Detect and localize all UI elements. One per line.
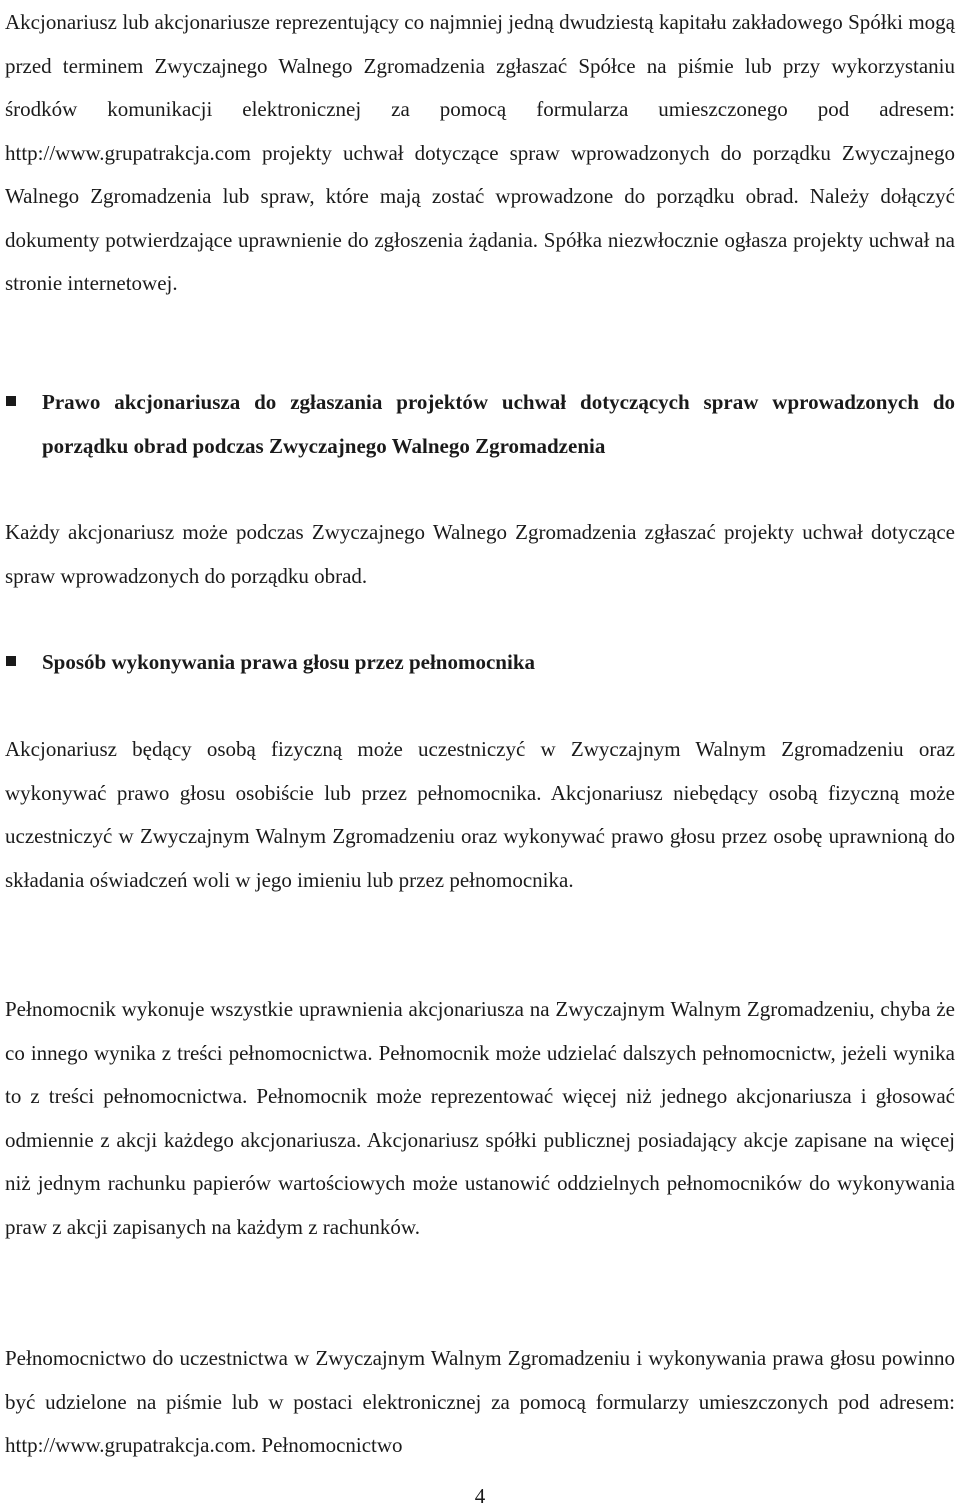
square-bullet-icon	[6, 396, 16, 406]
paragraph-power-of-attorney: Pełnomocnictwo do uczestnictwa w Zwyczajnym Walnym Zgromadzeniu i wykonywania prawa głosu powinno być udzielone na piśmie lub w postaci elektronicznej za pomocą formularzy umieszczonych pod adresem: http://www.grupatrakcja.com. Pełnomocnictwo	[5, 1346, 955, 1457]
paragraph-during-meeting: Każdy akcjonariusz może podczas Zwyczajnego Walnego Zgromadzenia zgłaszać projekty uchwał dotyczące spraw wprowadzonych do porządku obrad.	[5, 520, 955, 588]
square-bullet-icon	[6, 656, 16, 666]
section-heading-text: Prawo akcjonariusza do zgłaszania projektów uchwał dotyczących spraw wprowadzonych do porządku obrad podczas Zwyczajnego Walnego Zgromadzenia	[42, 390, 955, 458]
page-number: 4	[474, 1484, 486, 1508]
paragraph-shareholder-proposals: Akcjonariusz lub akcjonariusze reprezentujący co najmniej jedną dwudziestą kapitału zakładowego Spółki mogą przed terminem Zwyczajnego Walnego Zgromadzenia zgłaszać Spółce na piśmie lub przy wykorzystaniu środków komunikacji elektronicznej za pomocą formularza umieszczonego pod adresem: http://www.grupatrakcja.com projekty uchwał dotyczące spraw wprowadzonych do porządku Zwyczajnego Walnego Zgromadzenia lub spraw, które mają zostać wprowadzone do porządku obrad. Należy dołączyć dokumenty potwierdzające uprawnienie do zgłoszenia żądania. Spółka niezwłocznie ogłasza projekty uchwał na stronie internetowej.	[5, 10, 955, 295]
paragraph-natural-person: Akcjonariusz będący osobą fizyczną może uczestniczyć w Zwyczajnym Walnym Zgromadzeniu oraz wykonywać prawo głosu osobiście lub przez pełnomocnika. Akcjonariusz niebędący osobą fizyczną może uczestniczyć w Zwyczajnym Walnym Zgromadzeniu oraz wykonywać prawo głosu przez osobę uprawnioną do składania oświadczeń woli w jego imieniu lub przez pełnomocnika.	[5, 737, 955, 892]
section-heading-text: Sposób wykonywania prawa głosu przez pełnomocnika	[42, 650, 535, 674]
section-heading-proxy-voting	[5, 641, 955, 685]
paragraph-proxy-rights: Pełnomocnik wykonuje wszystkie uprawnienia akcjonariusza na Zwyczajnym Walnym Zgromadzeniu, chyba że co innego wynika z treści pełnomocnictwa. Pełnomocnik może udzielać dalszych pełnomocnictw, jeżeli wynika to z treści pełnomocnictwa. Pełnomocnik może reprezentować więcej niż jednego akcjonariusza i głosować odmiennie z akcji każdego akcjonariusza. Akcjonariusz spółki publicznej posiadający akcje zapisane na więcej niż jednym rachunku papierów wartościowych może ustanowić oddzielnych pełnomocników do wykonywania praw z akcji zapisanych na każdym z rachunków.	[5, 997, 955, 1239]
section-heading-draft-resolutions	[5, 381, 955, 468]
